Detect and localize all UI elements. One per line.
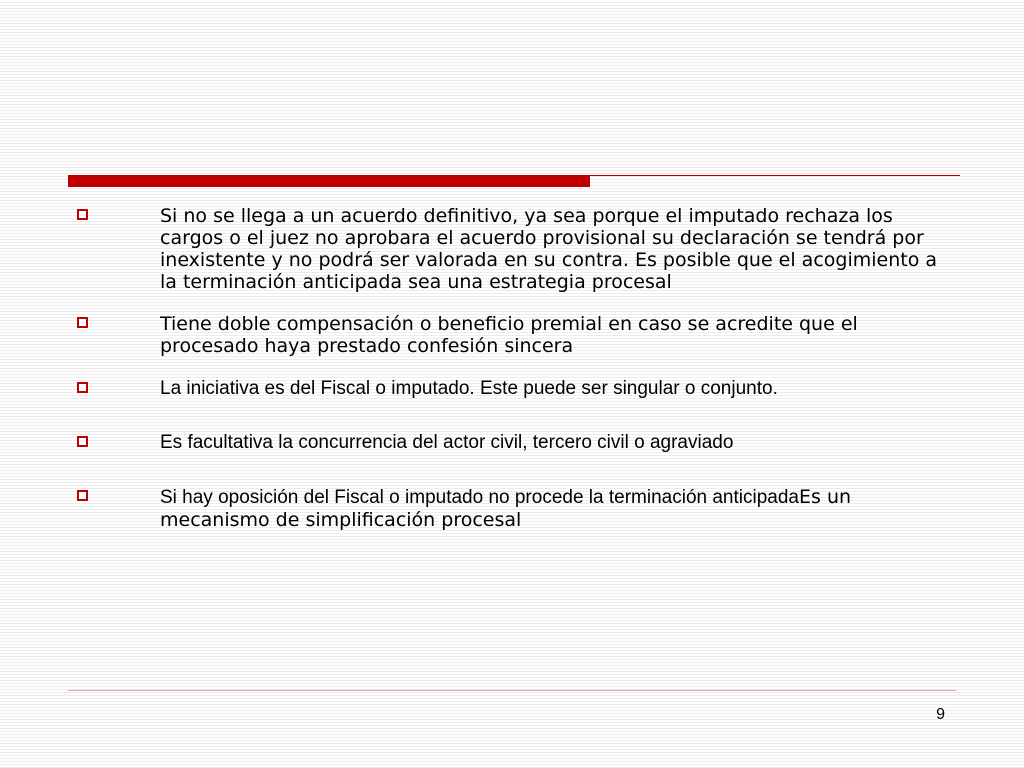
bullet-text-part-1: Si hay oposición del Fiscal o imputado no procede la terminación anticipada [160, 487, 799, 508]
bullet-text: Si no se llega a un acuerdo definitivo, ya sea porque el imputado rechaza los cargos o el juez no aprobara el acuerdo provisional su declaración se tendrá por inexistente y no podrá ser valorada en su contra. Es posible que el acogimiento a la terminación anticipada sea una estrategia procesal [160, 205, 938, 293]
page-number: 9 [936, 706, 945, 723]
square-outline-icon [77, 209, 88, 220]
square-outline-icon [77, 382, 88, 393]
title-accent-bar [68, 175, 590, 187]
title-accent-line [590, 175, 960, 176]
bullet-item-3 [72, 378, 952, 400]
bullet-text: La iniciativa es del Fiscal o imputado. Este puede ser singular o conjunto. [160, 378, 778, 399]
bullet-list [72, 205, 952, 532]
square-outline-icon [77, 317, 88, 328]
bullet-item-4 [72, 432, 952, 454]
bullet-text-part-2: Es un mecanismo de simplificación procesal [160, 486, 852, 531]
bullet-item-1 [72, 205, 952, 293]
bullet-item-2 [72, 313, 952, 357]
bullet-item-5 [72, 486, 952, 532]
bullet-text: Es facultativa la concurrencia del actor civil, tercero civil o agraviado [160, 432, 734, 453]
square-outline-icon [77, 490, 88, 501]
bullet-text: Tiene doble compensación o beneficio premial en caso se acredite que el procesado haya prestado confesión sincera [160, 313, 858, 357]
square-outline-icon [77, 436, 88, 447]
footer-divider [68, 690, 956, 691]
